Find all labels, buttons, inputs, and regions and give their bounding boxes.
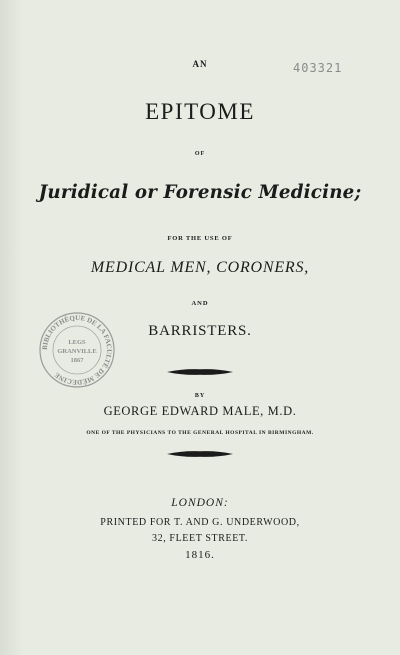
- ornamental-rule-bottom: [167, 450, 233, 458]
- author-affiliation: ONE OF THE PHYSICIANS TO THE GENERAL HOSPITAL IN BIRMINGHAM.: [86, 430, 314, 436]
- shelfmark-number: 403321: [293, 61, 343, 75]
- imprint-printer: PRINTED FOR T. AND G. UNDERWOOD,: [100, 517, 300, 528]
- audience-and: AND: [191, 300, 209, 307]
- audience-intro: FOR THE USE OF: [167, 235, 233, 242]
- title-subtitle: Juridical or Forensic Medicine;: [38, 181, 362, 203]
- imprint-city: LONDON:: [171, 497, 229, 509]
- stamp-line-1: LEGS: [68, 339, 86, 346]
- imprint-street: 32, FLEET STREET.: [152, 533, 248, 544]
- ornamental-rule-top: [167, 368, 233, 376]
- audience-barristers: BARRISTERS.: [148, 323, 252, 339]
- title-article: AN: [192, 59, 208, 69]
- stamp-line-2: GRANVILLE: [57, 348, 97, 355]
- stamp-ring-text: BIBLIOTHÈQUE DE LA FACULTÉ DE MÉDECINE: [40, 313, 114, 387]
- stamp-line-3: 1867: [70, 357, 84, 364]
- library-stamp: [38, 311, 116, 389]
- title-of: OF: [194, 151, 206, 157]
- title-main: EPITOME: [145, 99, 255, 124]
- audience-medical-men: MEDICAL MEN, CORONERS,: [90, 259, 310, 276]
- imprint-year: 1816.: [185, 549, 215, 561]
- author-name: GEORGE EDWARD MALE, M.D.: [103, 404, 297, 418]
- byline-label: BY: [194, 393, 206, 399]
